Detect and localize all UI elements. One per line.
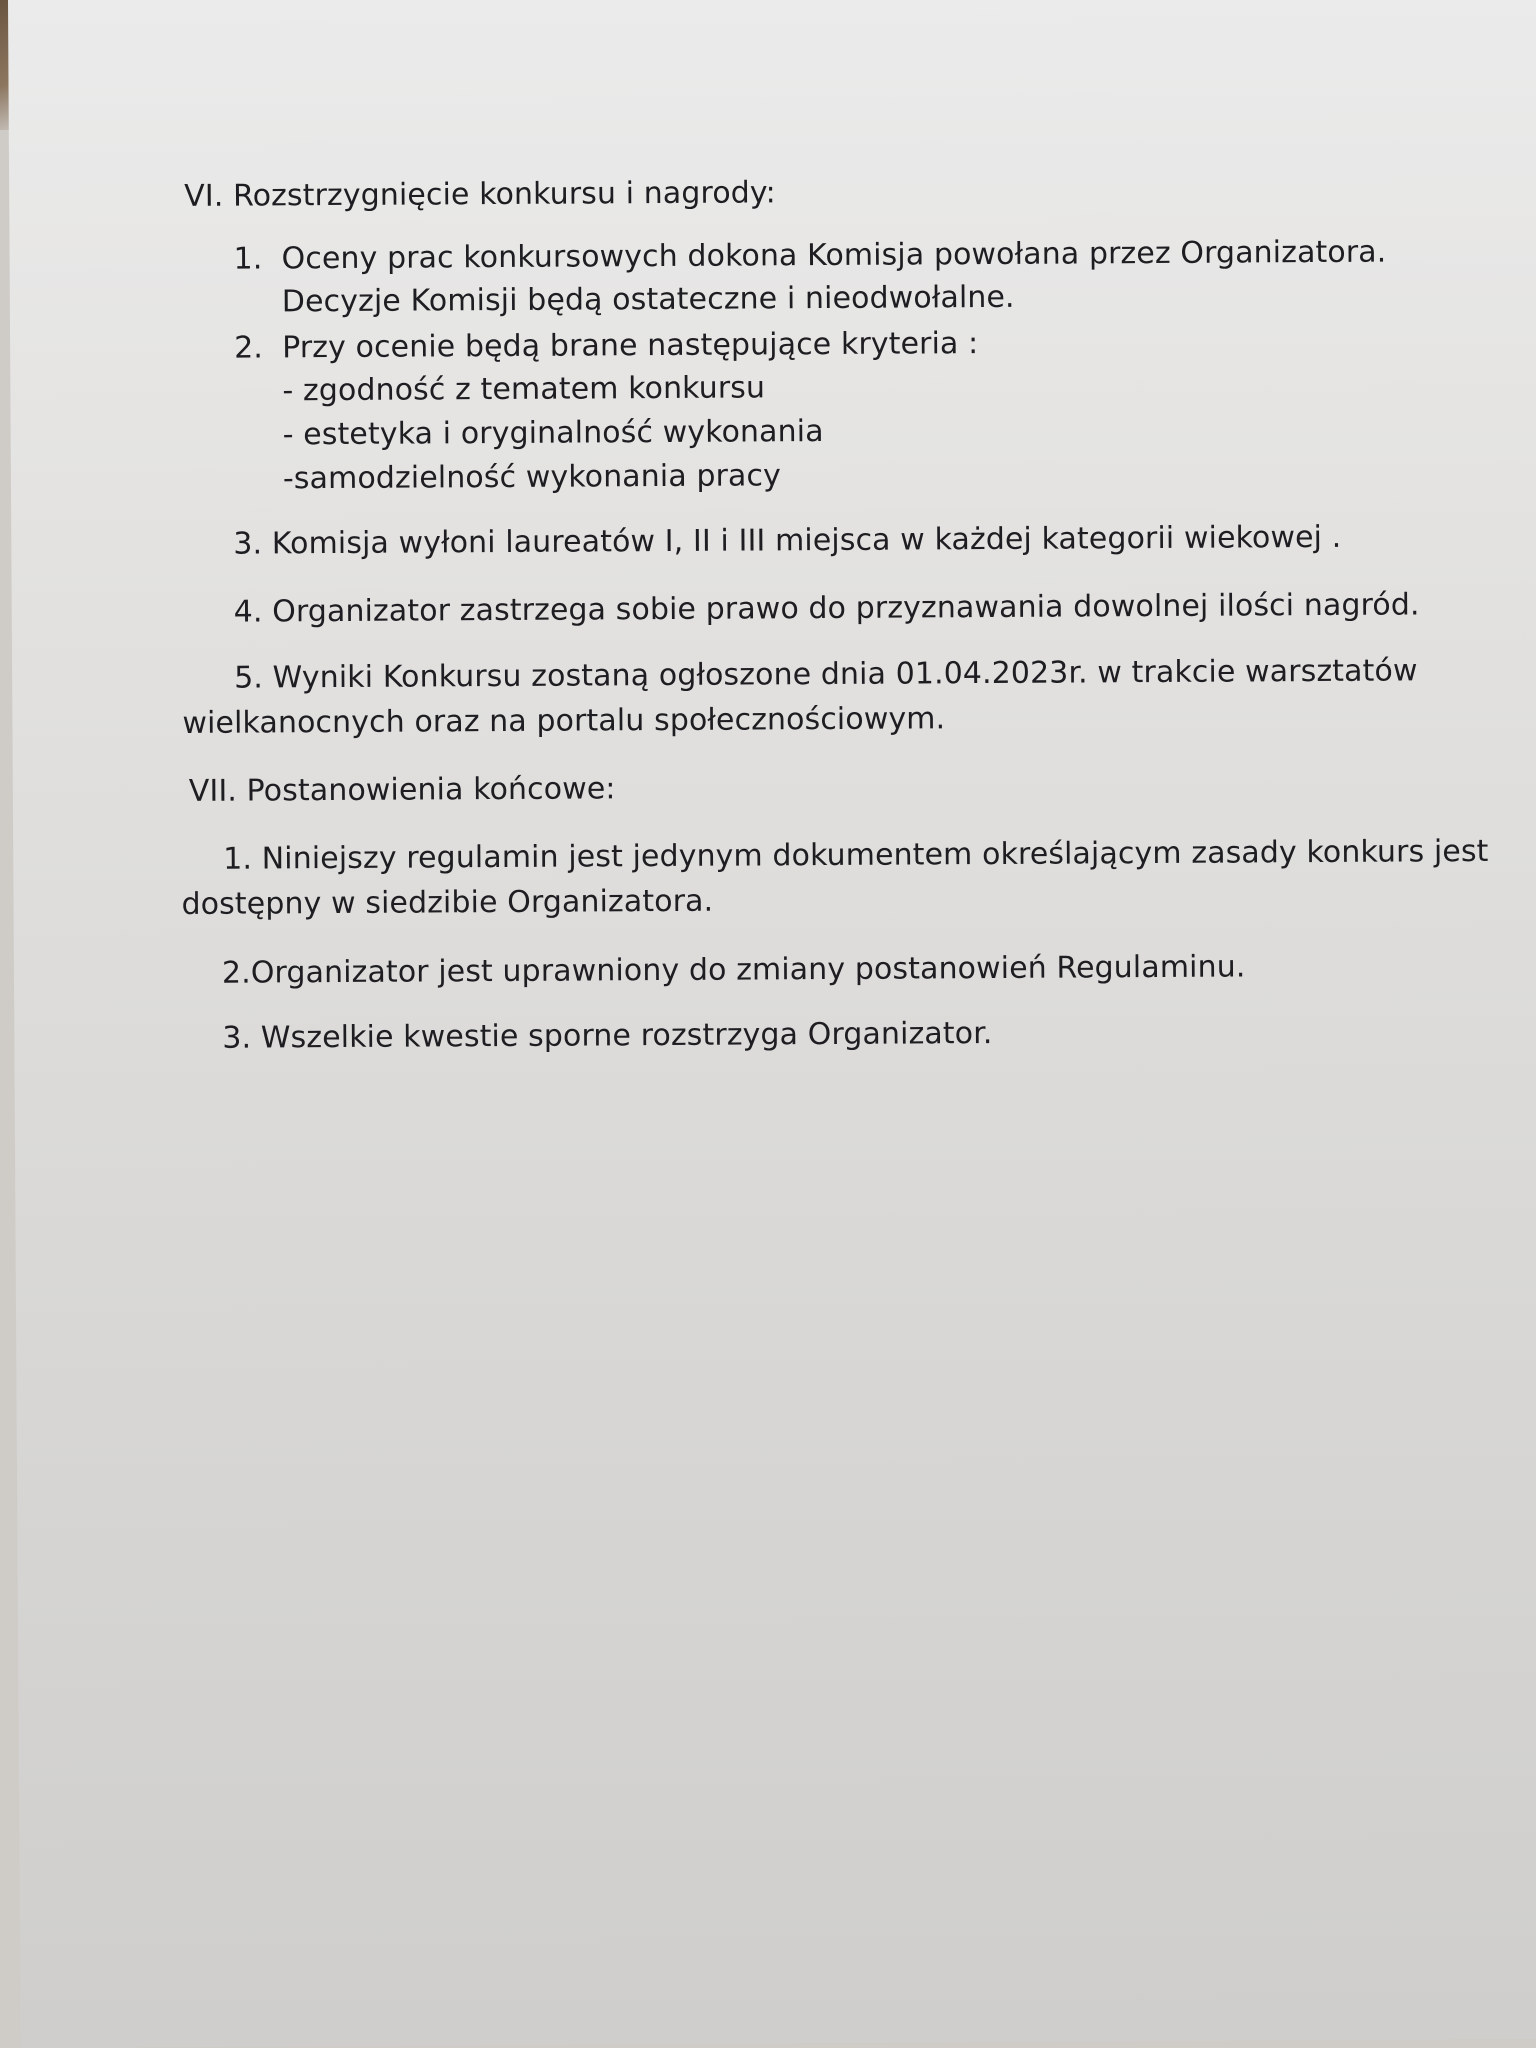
document-page [8, 0, 1536, 2048]
item-1-number: 1. [233, 241, 263, 277]
criterion-2: - estetyka i oryginalność wykonania [282, 414, 824, 453]
final-item-3: 3. Wszelkie kwestie sporne rozstrzyga Organizator. [222, 1016, 993, 1056]
final-item-2: 2.Organizator jest uprawniony do zmiany postanowień Regulaminu. [221, 949, 1246, 991]
item-2-number: 2. [234, 330, 264, 366]
item-1-line-1: Oceny prac konkursowych dokona Komisja powołana przez Organizatora. [281, 234, 1387, 277]
item-4: 4. Organizator zastrzega sobie prawo do przyznawania dowolnej ilości nagród. [233, 587, 1420, 630]
section-vii-heading: VII. Postanowienia końcowe: [188, 771, 616, 809]
final-item-1-line-1: 1. Niniejszy regulamin jest jedynym dokumentem określającym zasady konkurs jest [223, 833, 1489, 877]
criterion-3: -samodzielność wykonania pracy [282, 458, 782, 497]
criterion-1: - zgodność z tematem konkursu [282, 370, 766, 409]
section-vi-heading: VI. Rozstrzygnięcie konkursu i nagrody: [184, 175, 776, 214]
item-3: 3. Komisja wyłoni laureatów I, II i III miejsca w każdej kategorii wiekowej . [233, 519, 1342, 562]
item-2-line-1: Przy ocenie będą brane następujące kryteria : [282, 326, 979, 366]
final-item-1-line-2: dostępny w siedzibie Organizatora. [181, 883, 714, 922]
item-5-line-1: 5. Wyniki Konkursu zostaną ogłoszone dnia 01.04.2023r. w trakcie warsztatów [234, 653, 1418, 696]
item-1-line-2: Decyzje Komisji będą ostateczne i nieodwołalne. [281, 279, 1015, 320]
item-5-line-2: wielkanocnych oraz na portalu społecznościowym. [182, 701, 946, 741]
